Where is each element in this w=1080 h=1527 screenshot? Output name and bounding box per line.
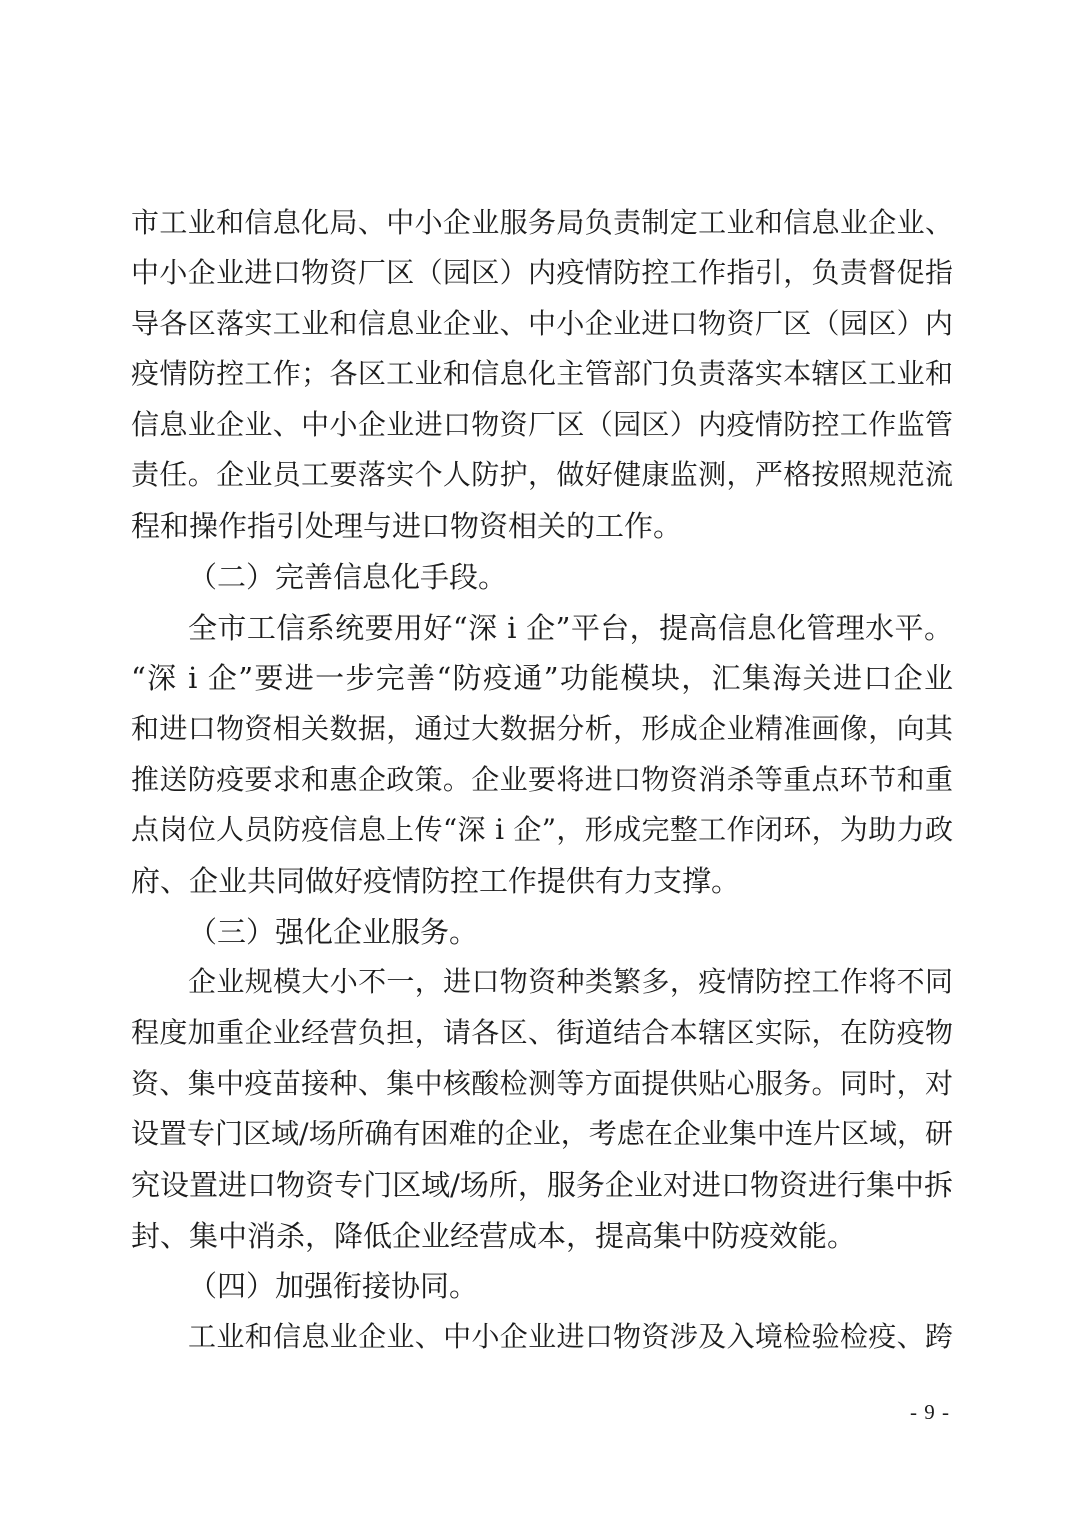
section-heading: （二）完善信息化手段。 — [188, 560, 508, 594]
body-line: 市工业和信息化局、中小企业服务局负责制定工业和信息业企业、 — [131, 206, 953, 239]
body-line: 导各区落实工业和信息业企业、中小企业进口物资厂区（园区）内 — [131, 307, 953, 340]
body-line: 工业和信息业企业、中小企业进口物资涉及入境检验检疫、跨 — [188, 1320, 953, 1353]
body-line: 府、企业共同做好疫情防控工作提供有力支撑。 — [131, 864, 741, 898]
body-line: 和进口物资相关数据，通过大数据分析，形成企业精准画像，向其 — [131, 712, 953, 745]
body-line: 责任。企业员工要落实个人防护，做好健康监测，严格按照规范流 — [131, 458, 953, 491]
section-heading: （三）强化企业服务。 — [188, 915, 479, 949]
body-line: 资、集中疫苗接种、集中核酸检测等方面提供贴心服务。同时，对 — [131, 1067, 953, 1100]
body-line: “深 i 企”要进一步完善“防疫通”功能模块，汇集海关进口企业 — [131, 661, 953, 695]
page-number: - 9 - — [910, 1400, 950, 1424]
section-heading: （四）加强衔接协同。 — [188, 1269, 479, 1303]
body-line: 程和操作指引处理与进口物资相关的工作。 — [131, 509, 683, 543]
body-line: 信息业企业、中小企业进口物资厂区（园区）内疫情防控工作监管 — [131, 408, 953, 441]
body-line: 全市工信系统要用好“深 i 企”平台，提高信息化管理水平。 — [188, 611, 953, 645]
body-line: 程度加重企业经营负担，请各区、街道结合本辖区实际，在防疫物 — [131, 1016, 953, 1049]
body-line: 究设置进口物资专门区域/场所，服务企业对进口物资进行集中拆 — [131, 1168, 953, 1202]
body-line: 推送防疫要求和惠企政策。企业要将进口物资消杀等重点环节和重 — [131, 763, 953, 796]
body-line: 封、集中消杀，降低企业经营成本，提高集中防疫效能。 — [131, 1219, 857, 1253]
body-line: 疫情防控工作；各区工业和信息化主管部门负责落实本辖区工业和 — [131, 357, 953, 390]
body-line: 设置专门区域/场所确有困难的企业，考虑在企业集中连片区域，研 — [131, 1117, 953, 1150]
body-line: 中小企业进口物资厂区（园区）内疫情防控工作指引，负责督促指 — [131, 256, 953, 289]
body-line: 点岗位人员防疫信息上传“深 i 企”，形成完整工作闭环，为助力政 — [131, 813, 953, 846]
body-line: 企业规模大小不一，进口物资种类繁多，疫情防控工作将不同 — [188, 965, 953, 998]
